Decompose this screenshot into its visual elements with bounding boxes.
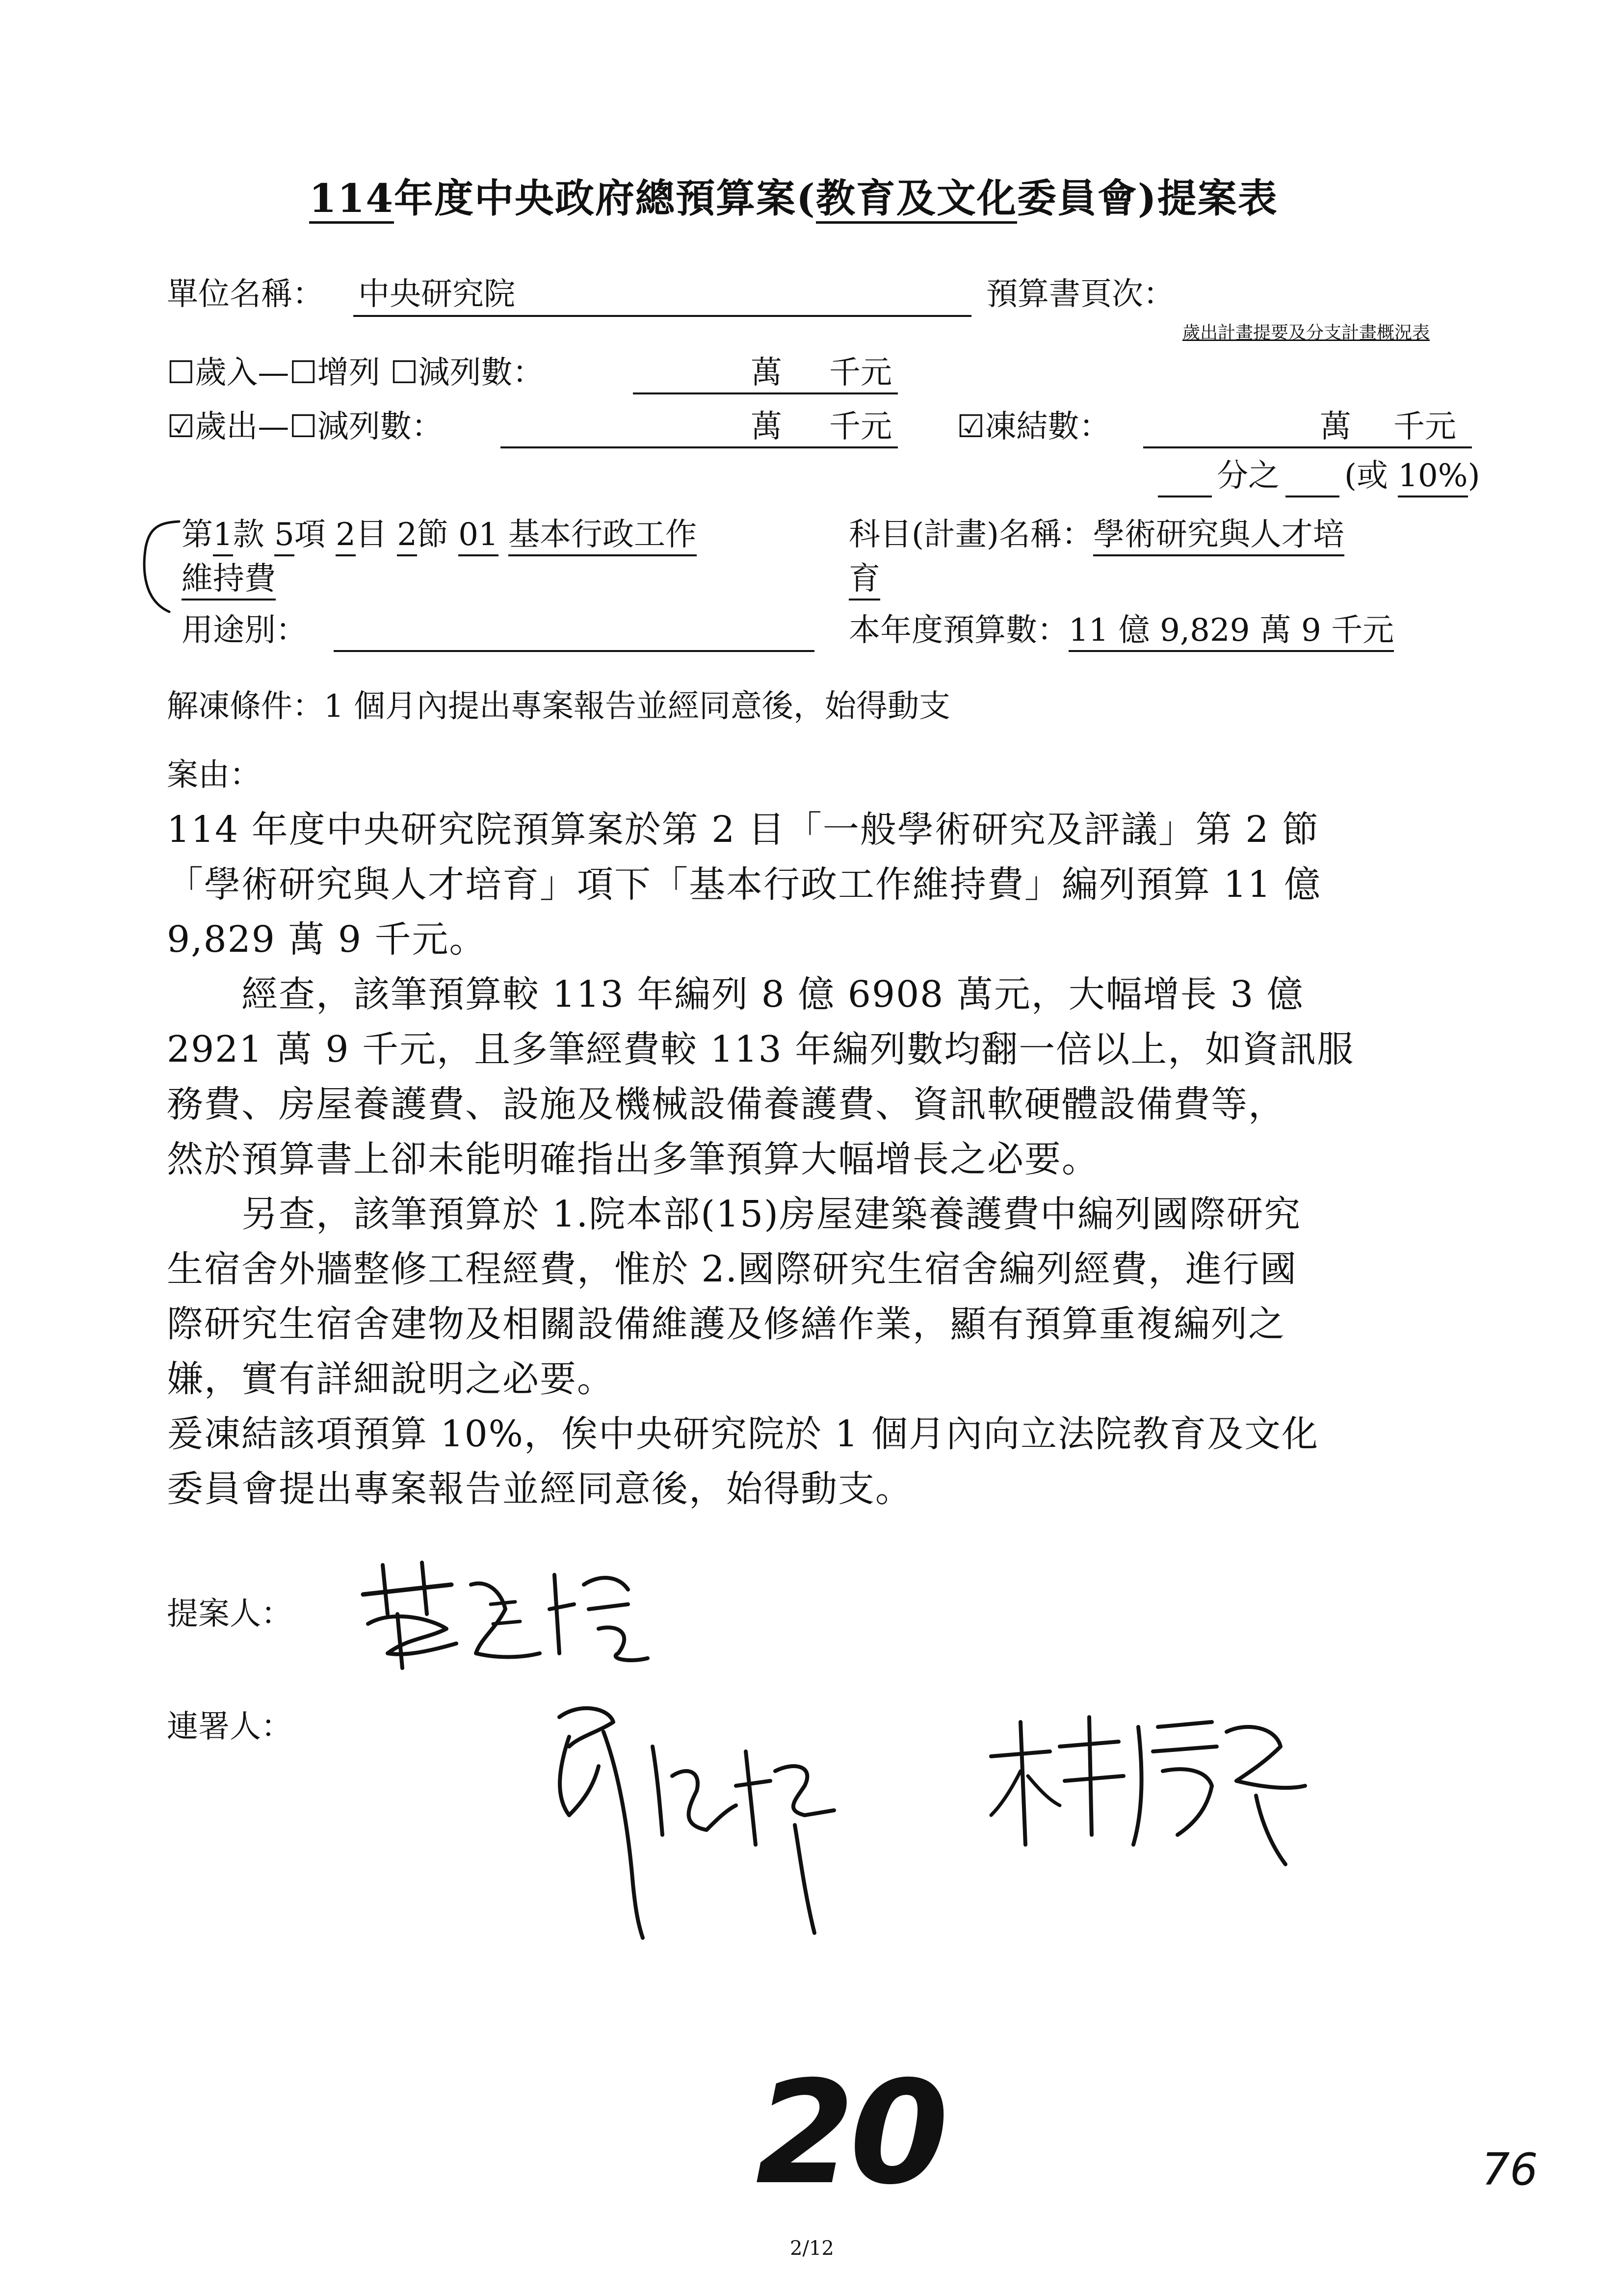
reason-line: 另查，該筆預算於 1.院本部(15)房屋建築養護費中編列國際研究	[167, 1193, 1302, 1235]
unit-value: 中央研究院	[358, 276, 515, 313]
reason-line: 9,829 萬 9 千元。	[167, 918, 487, 961]
reason-line: 2921 萬 9 千元，且多筆經費較 113 年編列數均翻一倍以上，如資訊服	[167, 1028, 1355, 1070]
item-jie-label: 節	[417, 517, 448, 553]
reason-body	[167, 802, 1501, 1516]
revenue-underline	[633, 392, 898, 394]
item-mu-label: 目	[355, 517, 387, 553]
expense-underline	[500, 446, 898, 448]
page-title	[309, 167, 1278, 223]
item-mu: 2	[336, 515, 356, 556]
cosigner-signature-1	[540, 1688, 883, 1943]
unit-underline	[353, 315, 971, 317]
item-kuan: 1	[213, 515, 233, 556]
reason-line: 委員會提出專案報告並經同意後，始得動支。	[167, 1468, 913, 1510]
reason-line: 務費、房屋養護費、設施及機械設備養護費、資訊軟硬體設備費等，	[167, 1083, 1285, 1125]
freeze-qian: 千元	[1393, 409, 1456, 445]
reason-line: 「學術研究與人才培育」項下「基本行政工作維持費」編列預算 11 億	[167, 863, 1322, 906]
fraction-or-close: )	[1467, 458, 1480, 494]
corner-mark: 76	[1482, 2144, 1538, 2195]
annual-budget-label: 本年度預算數：	[849, 612, 1069, 649]
expense-wan: 萬	[751, 409, 782, 445]
revenue-label: ☐歲入—☐增列 ☐減列數：	[167, 355, 544, 391]
subject-line2	[849, 559, 880, 600]
item-prefix: 第	[182, 517, 213, 553]
reason-line: 114 年度中央研究院預算案於第 2 目「一般學術研究及評議」第 2 節	[167, 809, 1320, 851]
subject-value-line1: 學術研究與人才培	[1093, 515, 1344, 556]
freeze-underline	[1143, 446, 1472, 448]
unfreeze-label: 解凍條件：	[167, 688, 324, 725]
reason-line: 際研究生宿舍建物及相關設備維護及修繕作業，顯有預算重複編列之	[167, 1303, 1285, 1345]
page-number: 2/12	[790, 2237, 834, 2260]
proposer-label: 提案人：	[167, 1596, 292, 1632]
usage-underline	[334, 650, 814, 652]
revenue-qian: 千元	[829, 355, 892, 391]
fraction-blank-1	[1158, 496, 1212, 497]
handwritten-number: 20	[756, 2051, 944, 2216]
fraction-percent: 10%	[1398, 456, 1467, 497]
reason-line: 經查，該筆預算較 113 年編列 8 億 6908 萬元，大幅增長 3 億	[167, 973, 1304, 1016]
title-part2: 委員會)提案表	[1017, 175, 1278, 221]
unfreeze-row	[167, 687, 950, 726]
annual-budget	[849, 611, 1394, 652]
subject-label: 科目(計畫)名稱：	[849, 517, 1093, 553]
usage-label: 用途別：	[182, 612, 307, 649]
reason-line: 生宿舍外牆整修工程經費，惟於 2.國際研究生宿舍編列經費，進行國	[167, 1248, 1298, 1290]
revenue-wan: 萬	[751, 355, 782, 391]
unit-label: 單位名稱：	[167, 276, 324, 313]
budget-page-label: 預算書頁次：	[986, 276, 1175, 313]
subject-line1	[849, 515, 1344, 556]
item-xiang: 5	[274, 515, 294, 556]
bracket-mark	[140, 518, 184, 616]
title-committee: 教育及文化	[816, 175, 1017, 224]
reason-line: 然於預算書上卻未能明確指出多筆預算大幅增長之必要。	[167, 1138, 1099, 1180]
freeze-label: ☑凍結數：	[957, 409, 1111, 445]
budget-page-note: 歲出計畫提要及分支計畫概況表	[1182, 323, 1430, 343]
cosigner-signature-2	[981, 1697, 1325, 1874]
reason-line: 爰凍結該項預算 10%，俟中央研究院於 1 個月內向立法院教育及文化	[167, 1413, 1319, 1455]
fraction-or-open: (或	[1344, 458, 1388, 494]
title-year: 114	[309, 175, 394, 224]
item-name-line1: 基本行政工作	[508, 515, 697, 556]
freeze-wan: 萬	[1320, 409, 1351, 445]
fraction-text: 分之	[1217, 458, 1280, 494]
fraction-blank-2	[1285, 496, 1339, 497]
title-part1: 年度中央政府總預算案(	[394, 175, 816, 221]
cosigner-label: 連署人：	[167, 1709, 292, 1745]
item-kuan-label: 款	[233, 517, 264, 553]
expense-label: ☑歲出—☐減列數：	[167, 409, 443, 445]
proposer-signature	[353, 1555, 657, 1673]
item-xiang-label: 項	[294, 517, 326, 553]
reason-label: 案由：	[167, 757, 261, 793]
reason-line: 嫌，實有詳細說明之必要。	[167, 1358, 614, 1400]
item-line1	[182, 515, 697, 556]
subject-value-line2: 育	[849, 559, 880, 600]
expense-qian: 千元	[829, 409, 892, 445]
item-name-line2: 維持費	[182, 559, 276, 600]
item-line2	[182, 559, 276, 600]
annual-budget-value: 11 億 9,829 萬 9 千元	[1069, 611, 1394, 652]
unfreeze-text: 1 個月內提出專案報告並經同意後，始得動支	[324, 688, 951, 725]
item-jie: 2	[397, 515, 417, 556]
item-code: 01	[458, 515, 498, 556]
fraction-or	[1344, 456, 1480, 497]
